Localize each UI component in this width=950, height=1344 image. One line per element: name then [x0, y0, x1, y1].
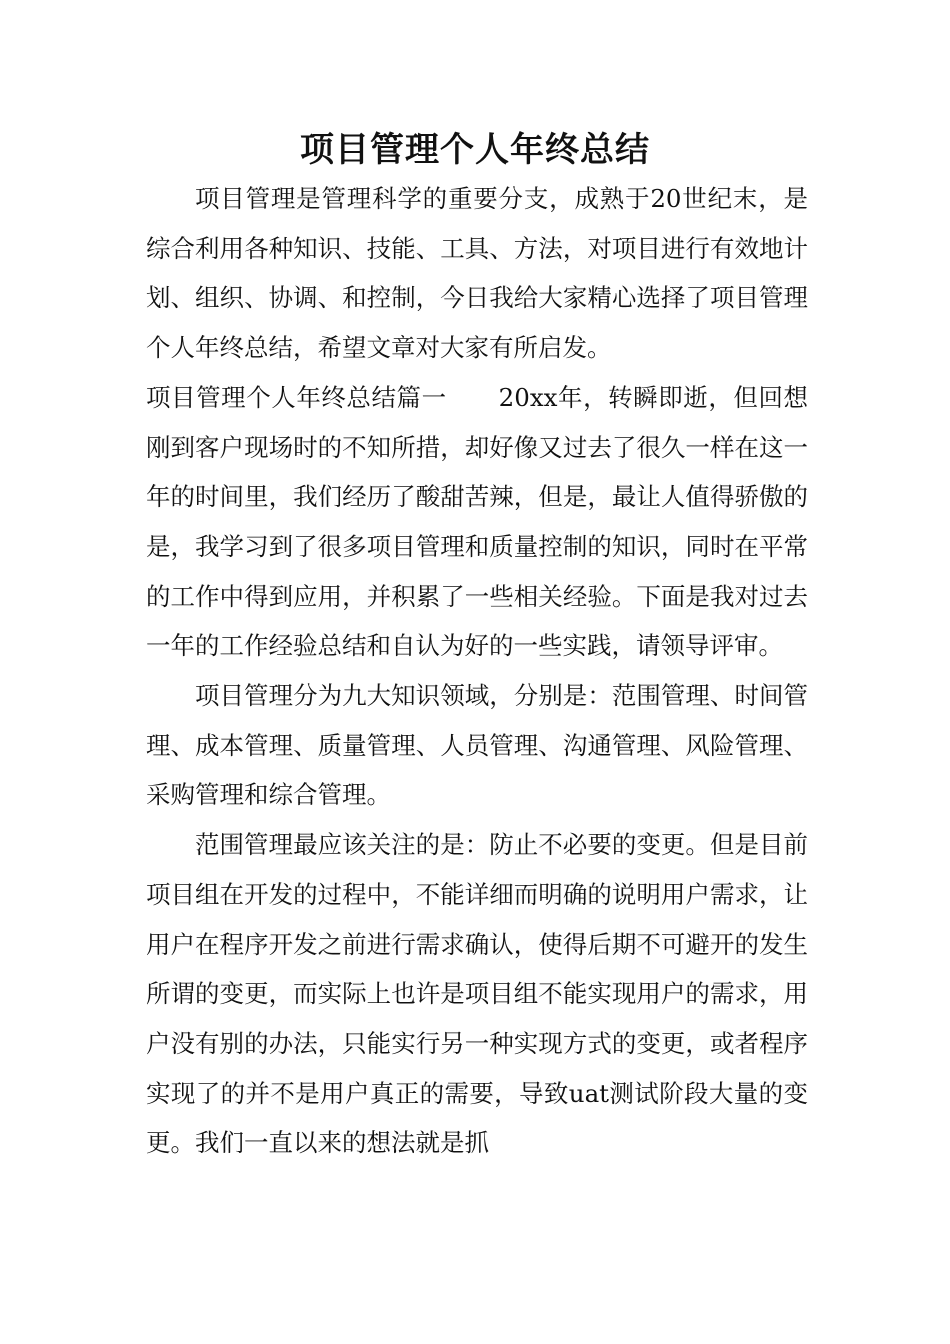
- section-one-heading: 项目管理个人年终总结篇一: [146, 382, 447, 412]
- section-one-text: 20xx年，转瞬即逝，但回想刚到客户现场时的不知所措，却好像又过去了很久一样在这一年的时间里，我们经历了酸甜苦辣，但是，最让人值得骄傲的是，我学习到了很多项目管理和质量控制的知识，同时在平常的工作中得到应用，并积累了一些相关经验。下面是我对过去一年的工作经验总结和自认为好的一些实践，请领导评审。: [146, 382, 809, 661]
- section-one-paragraph: [146, 373, 808, 671]
- intro-paragraph: 项目管理是管理科学的重要分支，成熟于20世纪末，是综合利用各种知识、技能、工具、方法，对项目进行有效地计划、组织、协调、和控制，今日我给大家精心选择了项目管理个人年终总结，希望文章对大家有所启发。: [146, 184, 808, 363]
- document-title: 项目管理个人年终总结: [300, 130, 650, 170]
- scope-management-paragraph: 范围管理最应该关注的是：防止不必要的变更。但是目前项目组在开发的过程中，不能详细而明确的说明用户需求，让用户在程序开发之前进行需求确认，使得后期不可避开的发生所谓的变更，而实际上也许是项目组不能实现用户的需求，用户没有别的办法，只能实行另一种实现方式的变更，或者程序实现了的并不是用户真正的需要，导致uat测试阶段大量的变更。我们一直以来的想法就是抓: [146, 830, 808, 1158]
- knowledge-areas-paragraph: 项目管理分为九大知识领域，分别是：范围管理、时间管理、成本管理、质量管理、人员管理、沟通管理、风险管理、采购管理和综合管理。: [146, 681, 808, 810]
- document-body: [146, 174, 808, 1168]
